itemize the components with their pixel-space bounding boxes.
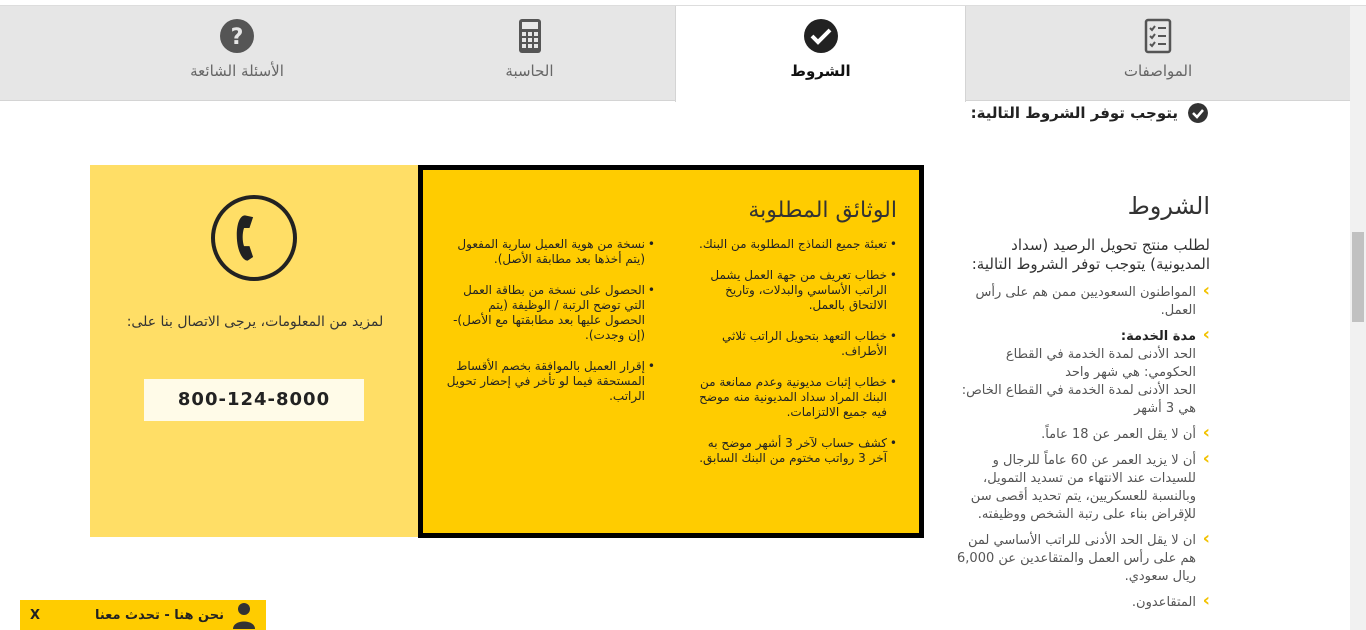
- tab-specifications[interactable]: [966, 6, 1350, 101]
- terms-item-line: الحد الأدنى لمدة الخدمة في القطاع الحكومي: هي شهر واحد: [1005, 347, 1196, 380]
- terms-item-line: الحد الأدنى لمدة الخدمة في القطاع الخاص: هي 3 أشهر: [961, 383, 1196, 416]
- terms-item: › المتقاعدون.: [952, 594, 1210, 612]
- chat-label: نحن هنا - تحدث معنا: [94, 607, 224, 623]
- checklist-icon: [1140, 18, 1176, 54]
- terms-lead: لطلب منتج تحويل الرصيد (سداد المديونية) يتوجب توفر الشروط التالية:: [971, 236, 1210, 273]
- intro-heading: [971, 103, 1208, 123]
- check-circle-icon: [803, 18, 839, 54]
- terms-item: › أن لا يقل العمر عن 18 عاماً.: [952, 426, 1210, 444]
- tab-specifications-label: المواصفات: [1123, 62, 1193, 80]
- phone-icon: [211, 195, 297, 281]
- scrollbar-thumb[interactable]: [1352, 232, 1364, 322]
- tab-faq[interactable]: [90, 6, 384, 101]
- terms-item: › المواطنون السعوديين ممن هم على رأس العمل.: [952, 284, 1210, 320]
- tab-calculator[interactable]: [384, 6, 675, 101]
- terms-section: [952, 192, 1210, 620]
- tab-conditions[interactable]: [675, 6, 966, 102]
- docs-column-left: [445, 237, 655, 482]
- terms-list: [952, 284, 1210, 612]
- phone-number[interactable]: 800-124-8000: [144, 379, 364, 421]
- terms-item: › أن لا يزيد العمر عن 60 عاماً للرجال و للسيدات عند الانتهاء من تسديد التمويل، وبالنسبة للعسكريين، يتم تحديد أقصى سن للإقراض بناء على رتبة الشخص ووظيفته.: [952, 452, 1210, 524]
- chat-close-button[interactable]: X: [30, 607, 41, 623]
- docs-item: • خطاب التعهد بتحويل الراتب ثلاثي الأطراف.: [687, 329, 897, 359]
- check-circle-icon: [1188, 103, 1208, 123]
- tab-faq-label: الأسئلة الشائعة: [190, 62, 284, 80]
- person-icon: [232, 601, 256, 629]
- docs-item: • خطاب إثبات مديونية وعدم ممانعة من البنك المراد سداد المديونية منه موضح فيه جميع الالتزامات.: [687, 375, 897, 420]
- docs-item: • تعبئة جميع النماذج المطلوبة من البنك.: [687, 237, 897, 252]
- docs-item: • خطاب تعريف من جهة العمل يشمل الراتب الأساسي والبدلات، وتاريخ الالتحاق بالعمل.: [687, 268, 897, 313]
- tab-bar: [0, 6, 1350, 101]
- chat-widget[interactable]: [20, 600, 266, 630]
- terms-item: [952, 328, 1210, 418]
- docs-item: • نسخة من هوية العميل سارية المفعول (يتم أخذها بعد مطابقة الأصل).: [445, 237, 655, 267]
- terms-item: › ان لا يقل الحد الأدنى للراتب الأساسي لمن هم على رأس العمل والمتقاعدين عن 6,000 ريال سعودي.: [952, 532, 1210, 586]
- calculator-icon: [512, 18, 548, 54]
- docs-item: • الحصول على نسخة من بطاقة العمل التي توضح الرتبة / الوظيفة (يتم الحصول عليها بعد مطابقتها مع الأصل)-(إن وجدت).: [445, 283, 655, 343]
- docs-column-right: [687, 237, 897, 482]
- tab-conditions-label: الشروط: [790, 62, 851, 80]
- question-circle-icon: [219, 18, 255, 54]
- terms-item-title: › مدة الخدمة:: [1120, 329, 1196, 344]
- contact-text: لمزيد من المعلومات، يرجى الاتصال بنا على:: [126, 314, 384, 330]
- tab-calculator-label: الحاسبة: [505, 62, 554, 80]
- chat-label-group[interactable]: [95, 601, 256, 629]
- required-documents-box: [418, 165, 924, 538]
- docs-title: الوثائق المطلوبة: [748, 198, 897, 223]
- docs-item: • إقرار العميل بالموافقة بخصم الأقساط المستحقة فيما لو تأخر في إحضار تحويل الراتب.: [445, 359, 655, 404]
- scrollbar[interactable]: [1350, 6, 1366, 630]
- docs-item: • كشف حساب لآخر 3 أشهر موضح به آخر 3 رواتب مختوم من البنك السابق.: [687, 436, 897, 466]
- contact-box: [90, 165, 418, 537]
- svg-text:?: ?: [230, 25, 244, 50]
- terms-title: الشروط: [1127, 192, 1210, 220]
- intro-text: يتوجب توفر الشروط التالية:: [970, 104, 1178, 122]
